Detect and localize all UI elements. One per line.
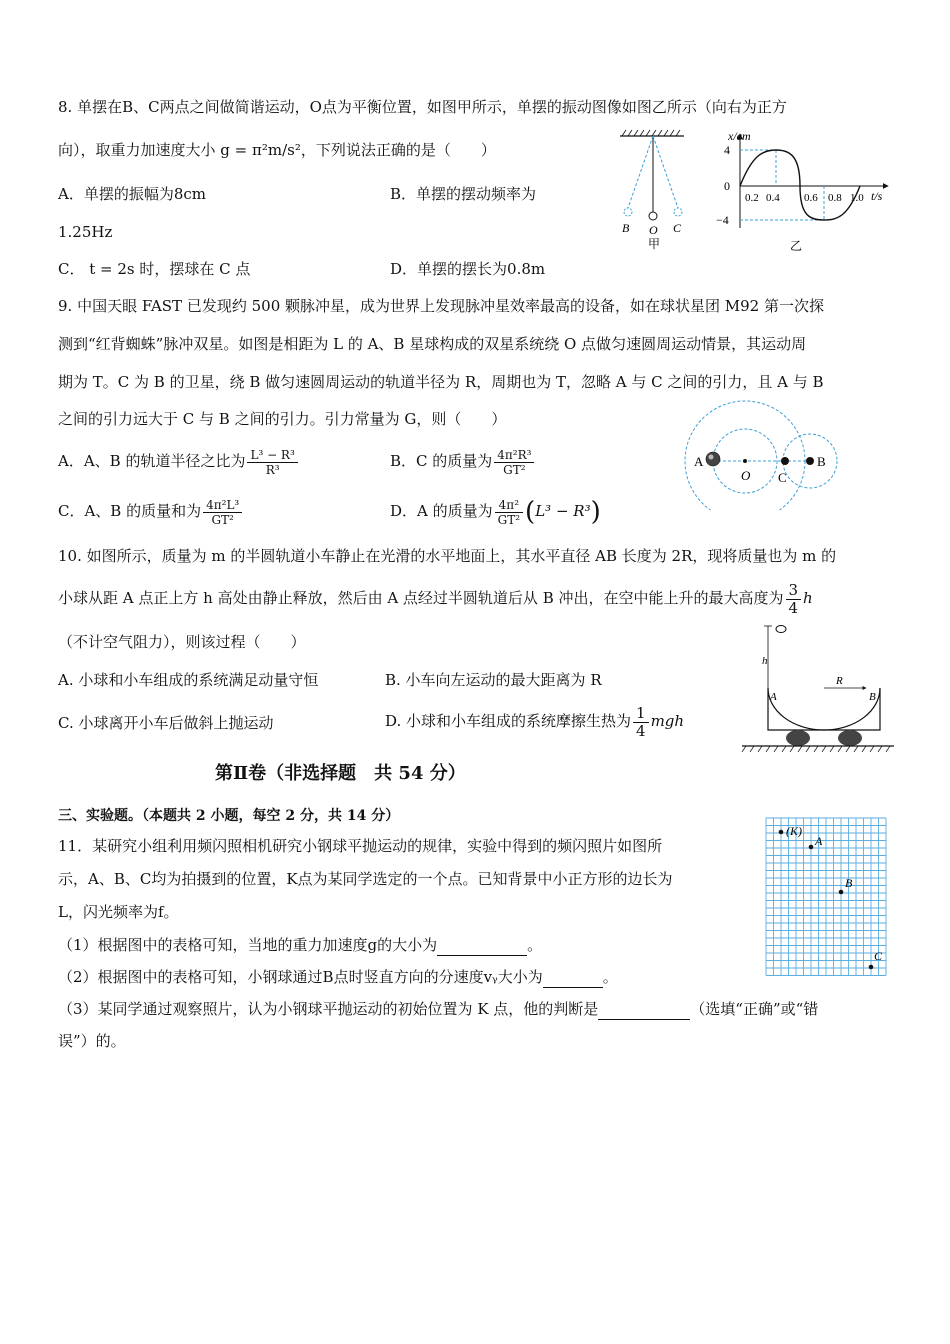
graph-xtick-1-0: 1.0: [850, 192, 864, 204]
q9-option-a-fraction: [247, 448, 297, 477]
binary-label-o: O: [741, 468, 751, 483]
q9-option-c-numerator: 4π²L³: [203, 498, 242, 513]
q11-line-3: L，闪光频率为f。: [58, 903, 179, 921]
q8-vibration-graph: [700, 128, 900, 254]
q8-option-b-continued: 1.25Hz: [58, 223, 113, 241]
q9-option-c-text: C．A、B 的质量和为: [58, 502, 202, 520]
q11-sub-1-text: （1）根据图中的表格可知，当地的重力加速度g的大小为: [58, 936, 438, 954]
q10-option-c: C. 小球离开小车后做斜上抛运动: [58, 714, 274, 732]
q10-line-3: （不计空气阻力），则该过程（ ）: [58, 633, 306, 651]
q9-option-c: [58, 493, 244, 529]
graph-y-label: x/cm: [728, 129, 751, 143]
q10-option-d-denominator: 4: [636, 721, 646, 740]
q8-pendulum-figure: [612, 128, 698, 254]
point-a: [809, 845, 814, 850]
photo-grid: [766, 818, 886, 976]
q9-option-c-denominator: GT²: [211, 512, 234, 527]
q9-option-a-text: A．A、B 的轨道半径之比为: [58, 452, 246, 470]
grid-label-b: B: [845, 876, 853, 890]
q9-option-d-numerator: 4π²: [495, 498, 523, 513]
point-o: [743, 459, 747, 463]
graph-xtick-0-4: 0.4: [766, 192, 780, 204]
q9-option-d-text: D．A 的质量为: [390, 502, 493, 520]
q11-grid-figure: [764, 816, 890, 980]
q10-option-d-numerator: 1: [633, 705, 649, 723]
wheel-right: [838, 730, 862, 746]
q11-sub-2-end: 。: [602, 968, 618, 986]
q8-line-1: 8. 单摆在B、C两点之间做简谐运动，O点为平衡位置，如图甲所示，单摆的振动图像如图乙所示（向右为正方: [58, 98, 787, 116]
binary-label-a: A: [694, 454, 704, 469]
q9-option-a-denominator: R³: [265, 462, 280, 477]
cart-label-a: A: [770, 691, 777, 703]
graph-ytick-4: 4: [724, 143, 730, 157]
q9-line-1: 9. 中国天眼 FAST 已发现约 500 颗脉冲星，成为世界上发现脉冲星效率最高的设备，如在球状星团 M92 第一次探: [58, 297, 824, 315]
q9-option-a: [58, 443, 300, 479]
q11-answer-blank-2[interactable]: [543, 967, 603, 988]
q11-sub-3: [58, 999, 818, 1020]
q10-line-2-text: 小球从距 A 点正上方 h 高处由静止释放，然后由 A 点经过半圆轨道后从 B 冲出，在空中能上升的最大高度为: [58, 589, 784, 607]
q8-option-c: C． t = 2s 时，摆球在 C 点: [58, 260, 251, 278]
q10-option-d: [385, 701, 684, 741]
graph-xtick-0-2: 0.2: [745, 192, 759, 204]
q11-sub-3-end: （选填“正确”或“错: [690, 1000, 819, 1018]
graph-xtick-0-8: 0.8: [828, 192, 842, 204]
wheel-left: [786, 730, 810, 746]
star-b: [806, 457, 814, 465]
q8-option-a: A．单摆的振幅为8cm: [58, 185, 207, 203]
q10-line-1: 10. 如图所示，质量为 m 的半圆轨道小车静止在光滑的水平地面上，其水平直径 AB 长度为 2R，现将质量也为 m 的: [58, 547, 837, 565]
q8-option-b: B．单摆的摆动频率为: [390, 185, 537, 203]
graph-xtick-0-6: 0.6: [804, 192, 818, 204]
grid-label-a: A: [815, 834, 823, 848]
graph-curve: [740, 150, 860, 220]
q10-option-b: B. 小车向左运动的最大距离为 R: [385, 671, 602, 689]
q9-option-b-fraction: [494, 448, 534, 477]
semicircle-track: [768, 688, 880, 730]
q11-sub-2: [58, 967, 618, 988]
q10-line-2-numerator: 3: [786, 582, 802, 600]
graph-ytick-neg4: −4: [716, 213, 729, 227]
q11-line-2: 示，A、B、C均为拍摄到的位置，K点为某同学选定的一个点。已知背景中小正方形的边长为: [58, 870, 673, 888]
pendulum-caption: 甲: [648, 237, 661, 251]
q10-line-2: [58, 578, 813, 618]
q9-option-b-text: B．C 的质量为: [390, 452, 493, 470]
q11-answer-blank-1[interactable]: [437, 935, 527, 956]
q8-line-2: 向），取重力加速度大小 g = π²m/s²，下列说法正确的是（ ）: [58, 141, 496, 159]
graph-ytick-0: 0: [724, 179, 730, 193]
q11-answer-blank-3[interactable]: [598, 999, 690, 1020]
graph-caption: 乙: [790, 239, 803, 253]
q11-sub-3-continued: 误”）的。: [58, 1032, 126, 1050]
binary-label-b: B: [817, 454, 826, 469]
q9-line-4: 之间的引力远大于 C 与 B 之间的引力。引力常量为 G，则（ ）: [58, 410, 507, 428]
pendulum-label-o: O: [649, 223, 658, 237]
binary-label-c: C: [778, 470, 787, 485]
grid-label-k: (K): [786, 824, 802, 838]
cart-label-h: h: [762, 655, 768, 667]
point-k: [779, 830, 784, 835]
point-c: [869, 965, 874, 970]
graph-x-label: t/s: [871, 189, 883, 203]
q11-sub-1-end: 。: [527, 936, 543, 954]
grid-label-c: C: [874, 949, 883, 963]
q9-option-a-numerator: L³ − R³: [247, 448, 297, 463]
q9-option-d-tail: L³ − R³: [535, 502, 591, 520]
satellite-c: [781, 457, 789, 465]
q8-option-d: D．单摆的摆长为0.8m: [390, 260, 546, 278]
q11-sub-2-text: （2）根据图中的表格可知，小钢球通过B点时竖直方向的分速度vᵧ大小为: [58, 968, 543, 986]
q9-option-b: [390, 443, 536, 479]
pendulum-label-b: B: [622, 221, 630, 235]
point-b: [839, 890, 844, 895]
q9-option-d: D．A 的质量为 $\frac{\text{4π²}}{\text{GT²}}$ (L³ − R³): [390, 497, 601, 527]
q10-option-a: A. 小球和小车组成的系统满足动量守恒: [58, 671, 319, 689]
q10-option-d-text: D. 小球和小车组成的系统摩擦生热为: [385, 712, 632, 730]
q9-option-b-numerator: 4π²R³: [494, 448, 534, 463]
q10-line-2-tail: h: [803, 589, 813, 607]
q10-option-d-tail: mgh: [650, 712, 685, 730]
q10-option-d-fraction: [633, 705, 649, 740]
q9-line-3: 期为 T。C 为 B 的卫星，绕 B 做匀速圆周运动的轨道半径为 R，周期也为 T，忽略 A 与 C 之间的引力，且 A 与 B: [58, 373, 824, 391]
q10-line-2-fraction: [786, 582, 802, 617]
q9-line-2: 测到“红背蜘蛛”脉冲双星。如图是相距为 L 的 A、B 星球构成的双星系统绕 O 点做匀速圆周运动情景，其运动周: [58, 335, 807, 353]
cart-label-r: R: [836, 675, 843, 687]
star-a: [706, 452, 720, 466]
section-3-title: 三、实验题。（本题共 2 小题，每空 2 分，共 14 分）: [58, 808, 400, 824]
q9-option-d-denominator: GT²: [497, 512, 521, 527]
q9-option-b-denominator: GT²: [503, 462, 526, 477]
cart-label-b: B: [869, 691, 876, 703]
part-2-title: 第Ⅱ卷（非选择题 共 54 分）: [215, 763, 466, 784]
falling-ball: [776, 626, 786, 633]
q10-cart-figure: [738, 618, 898, 758]
pendulum-label-c: C: [673, 221, 682, 235]
q11-line-1: 11．某研究小组利用频闪照相机研究小钢球平抛运动的规律，实验中得到的频闪照片如图所: [58, 837, 663, 855]
q9-option-d-fraction: [495, 498, 523, 527]
q11-sub-1: [58, 935, 542, 956]
q11-sub-3-text: （3）某同学通过观察照片，认为小钢球平抛运动的初始位置为 K 点，他的判断是: [58, 1000, 599, 1018]
q9-binary-star-figure: [676, 400, 866, 510]
q9-option-c-fraction: [203, 498, 242, 527]
q10-line-2-denominator: 4: [788, 598, 799, 617]
